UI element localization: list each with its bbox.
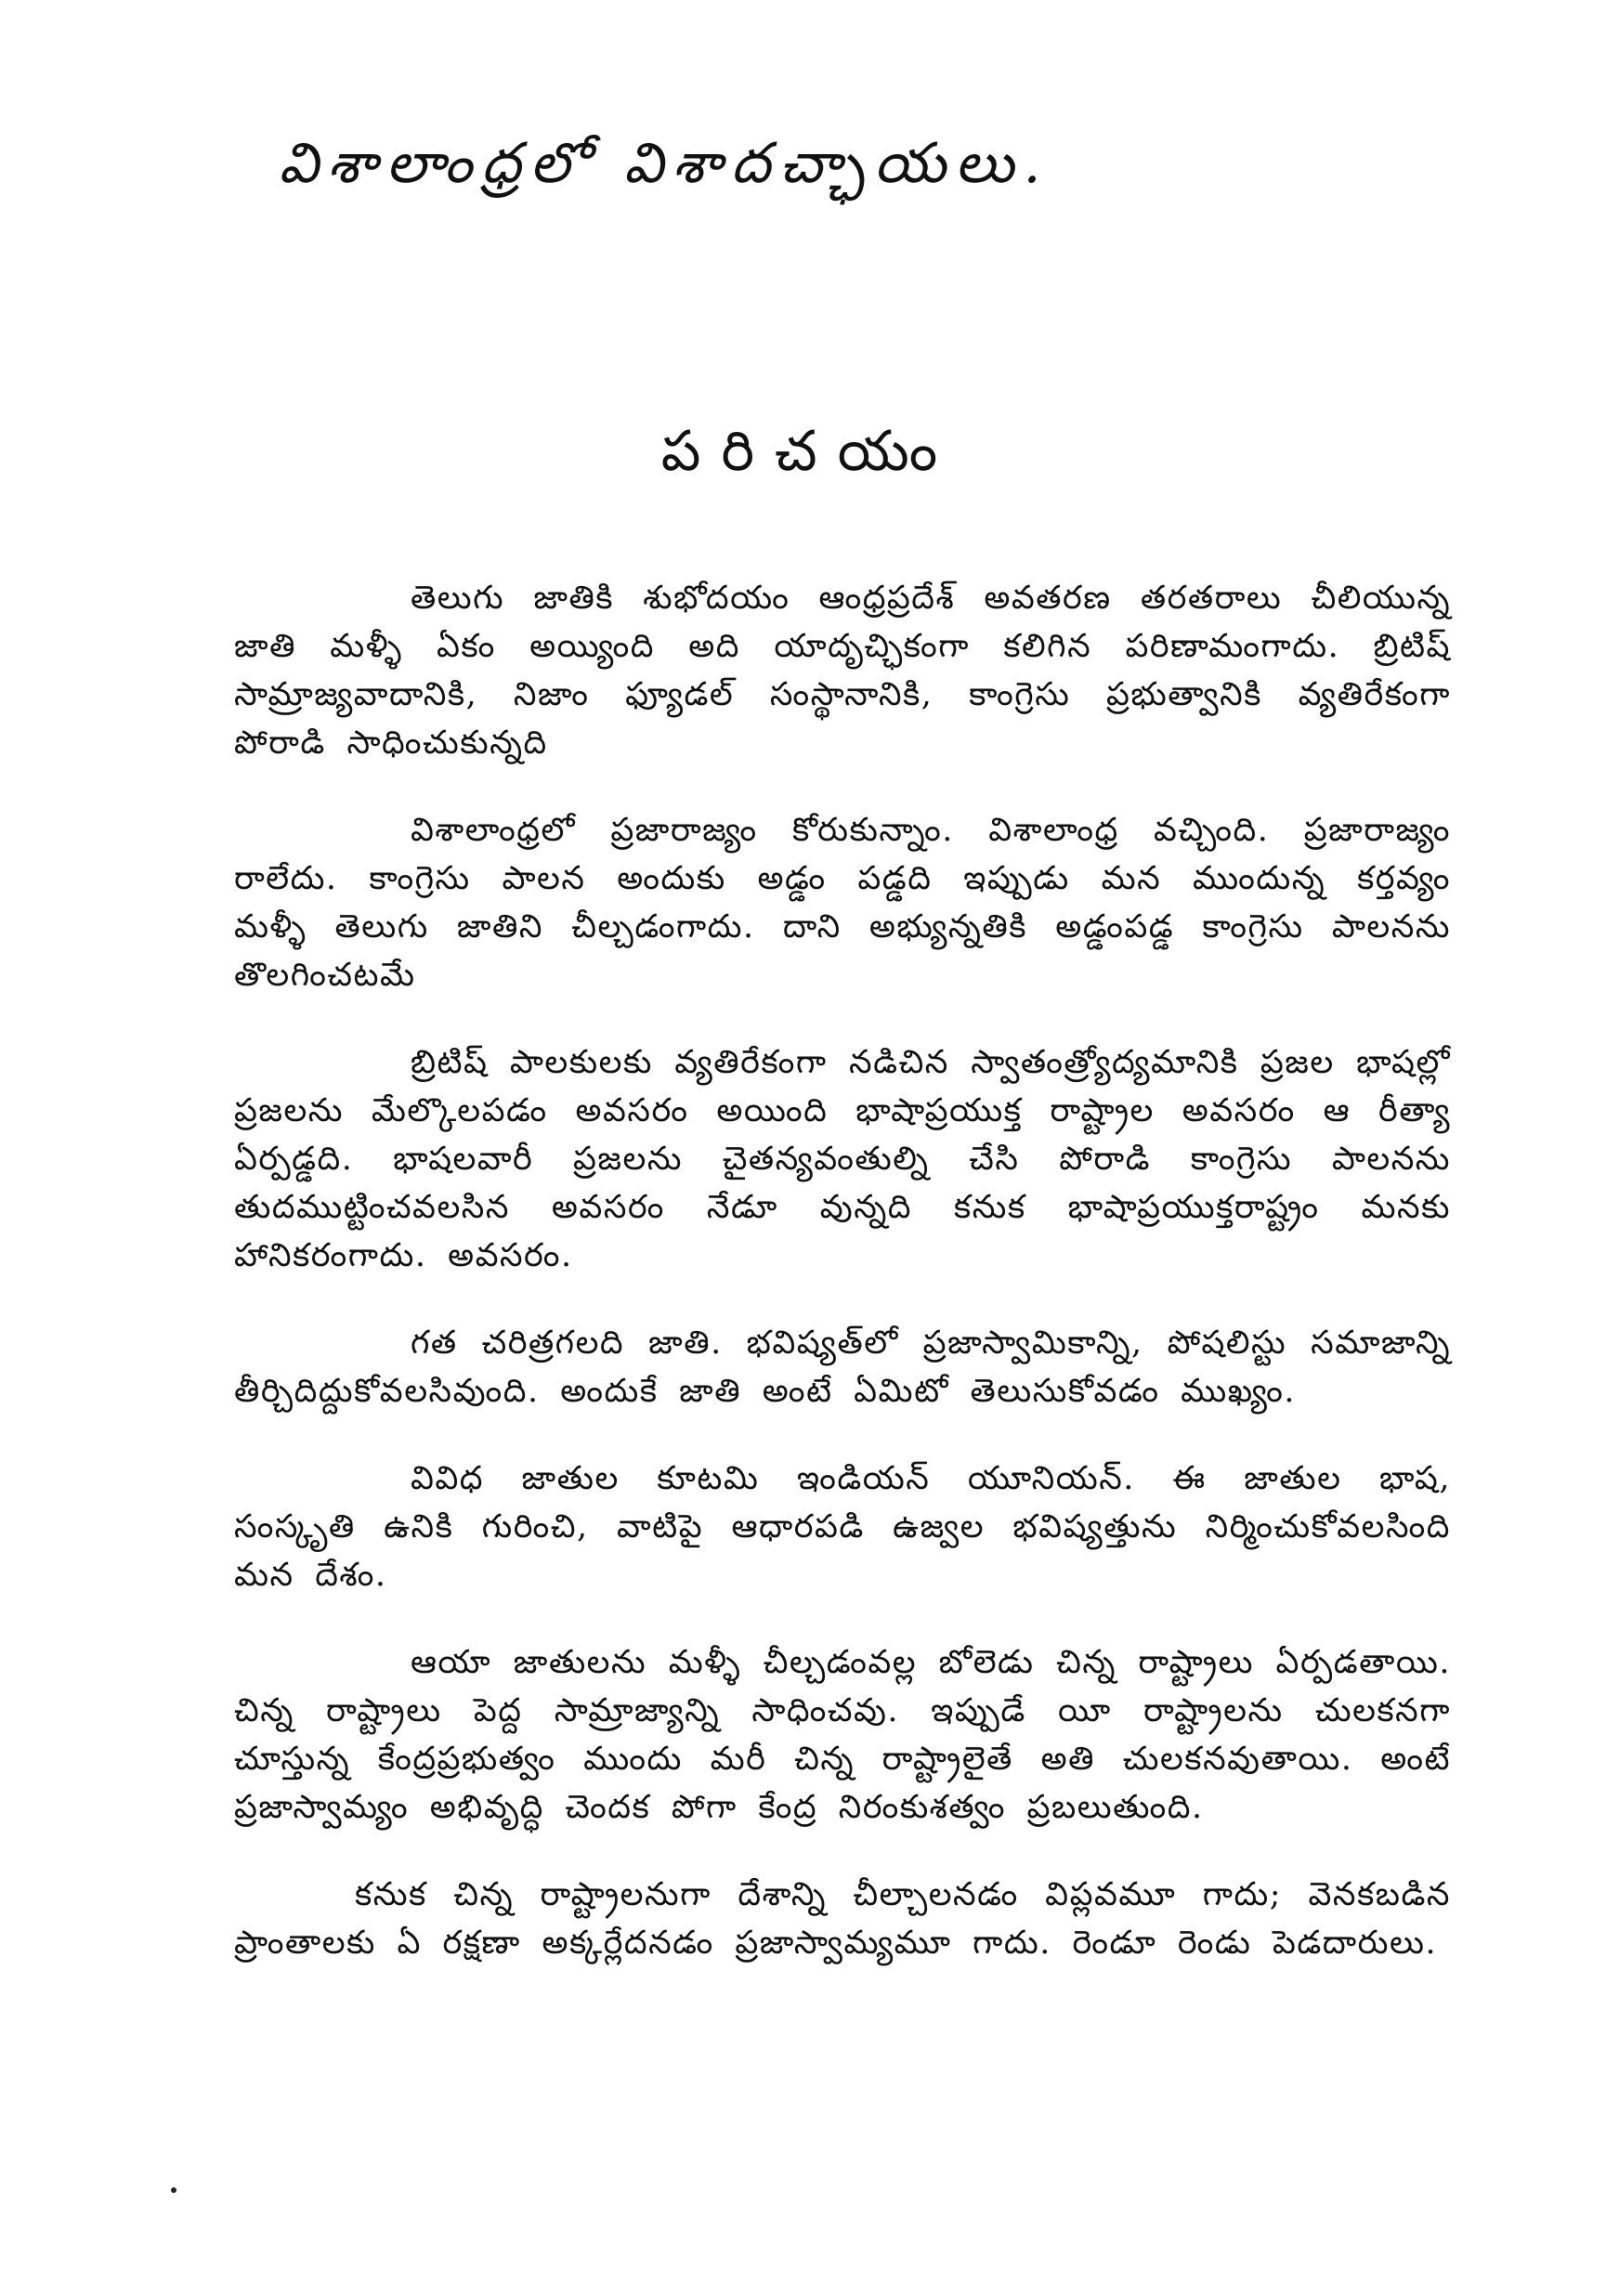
- paragraph-3: బ్రిటిష్ పాలకులకు వ్యతిరేకంగా నడిచిన స్వాతంత్ర్యోద్యమానికి ప్రజల భాషల్లో ప్రజలను మేల్కొలపడం అవసరం అయింది భాషాప్రయుక్త రాష్ట్రాల అవసరం ఆ రీత్యా ఏర్పడ్డది. భాషలవారీ ప్రజలను చైతన్యవంతుల్ని చేసి పోరాడి కాంగ్రెసు పాలనను తుదముట్టించవలసిన అవసరం నేడూ వున్నది కనుక భాషాప్రయుక్తరాష్ట్రం మనకు హానికరంగాదు. అవసరం.: [234, 1044, 1451, 1274]
- page-heading: పరిచయం: [660, 419, 959, 484]
- paragraph-1: తెలుగు జాతికి శుభోదయం ఆంధ్రప్రదేశ్ అవతరణ తరతరాలు చీలియున్న జాతి మళ్ళీ ఏకం అయ్యింది అది యాదృచ్ఛికంగా కలిగిన పరిణామంగాదు. బ్రిటిష్ సామ్రాజ్యవాదానికి, నిజాం ఫ్యూడల్ సంస్థానానికి, కాంగ్రెసు ప్రభుత్వానికి వ్యతిరేకంగా పోరాడి సాధించుకున్నది: [234, 580, 1451, 762]
- paragraph-6: ఆయా జాతులను మళ్ళీ చీల్చడంవల్ల బోలెడు చిన్న రాష్ట్రాలు ఏర్పడతాయి. చిన్న రాష్ట్రాలు పెద్ద సామ్రాజ్యాన్ని సాధించవు. ఇప్పుడే యీ రాష్ట్రాలను చులకనగా చూస్తున్న కేంద్రప్రభుత్వం ముందు మరీ చిన్న రాష్ట్రాలైతే అతి చులకనవుతాయి. అంటే ప్రజాస్వామ్యం అభివృద్ధి చెందక పోగా కేంద్ర నిరంకుశత్వం ప్రబలుతుంది.: [234, 1644, 1451, 1826]
- paragraph-5: వివిధ జాతుల కూటమి ఇండియన్ యూనియన్. ఈ జాతుల భాష, సంస్కృతి ఉనికి గురించి, వాటిపై ఆధారపడి ఉజ్వల భవిష్యత్తును నిర్మించుకోవలసింది మన దేశం.: [234, 1460, 1451, 1594]
- paragraph-7: కనుక చిన్న రాష్ట్రాలనుగా దేశాన్ని చీల్చాలనడం విప్లవమూ గాదు; వెనకబడిన ప్రాంతాలకు ఏ రక్షణా అక్కర్లేదనడం ప్రజాస్వామ్యమూ గాదు. రెండూ రెండు పెడదారులు.: [234, 1876, 1451, 1962]
- handwritten-title: విశాలాంధ్రలో విశాదచ్ఛాయలు.: [279, 131, 1051, 196]
- ink-speck: [171, 2187, 176, 2193]
- body-text: [234, 574, 1451, 2006]
- paragraph-2: విశాలాంధ్రలో ప్రజారాజ్యం కోరుకున్నాం. విశాలాంధ్ర వచ్చింది. ప్రజారాజ్యం రాలేదు. కాంగ్రెసు పాలన అందుకు అడ్డం పడ్డది ఇప్పుడు మన ముందున్న కర్తవ్యం మళ్ళీ తెలుగు జాతిని చీల్చడంగాదు. దాని అభ్యున్నతికి అడ్డంపడ్డ కాంగ్రెసు పాలనను తొలగించటమే: [234, 812, 1451, 994]
- paragraph-4: గత చరిత్రగలది జాతి. భవిష్యత్‌లో ప్రజాస్వామికాన్ని, పోషలిస్టు సమాజాన్ని తీర్చిదిద్దుకోవలసివుంది. అందుకే జాతి అంటే ఏమిటో తెలుసుకోవడం ముఖ్యం.: [234, 1324, 1451, 1410]
